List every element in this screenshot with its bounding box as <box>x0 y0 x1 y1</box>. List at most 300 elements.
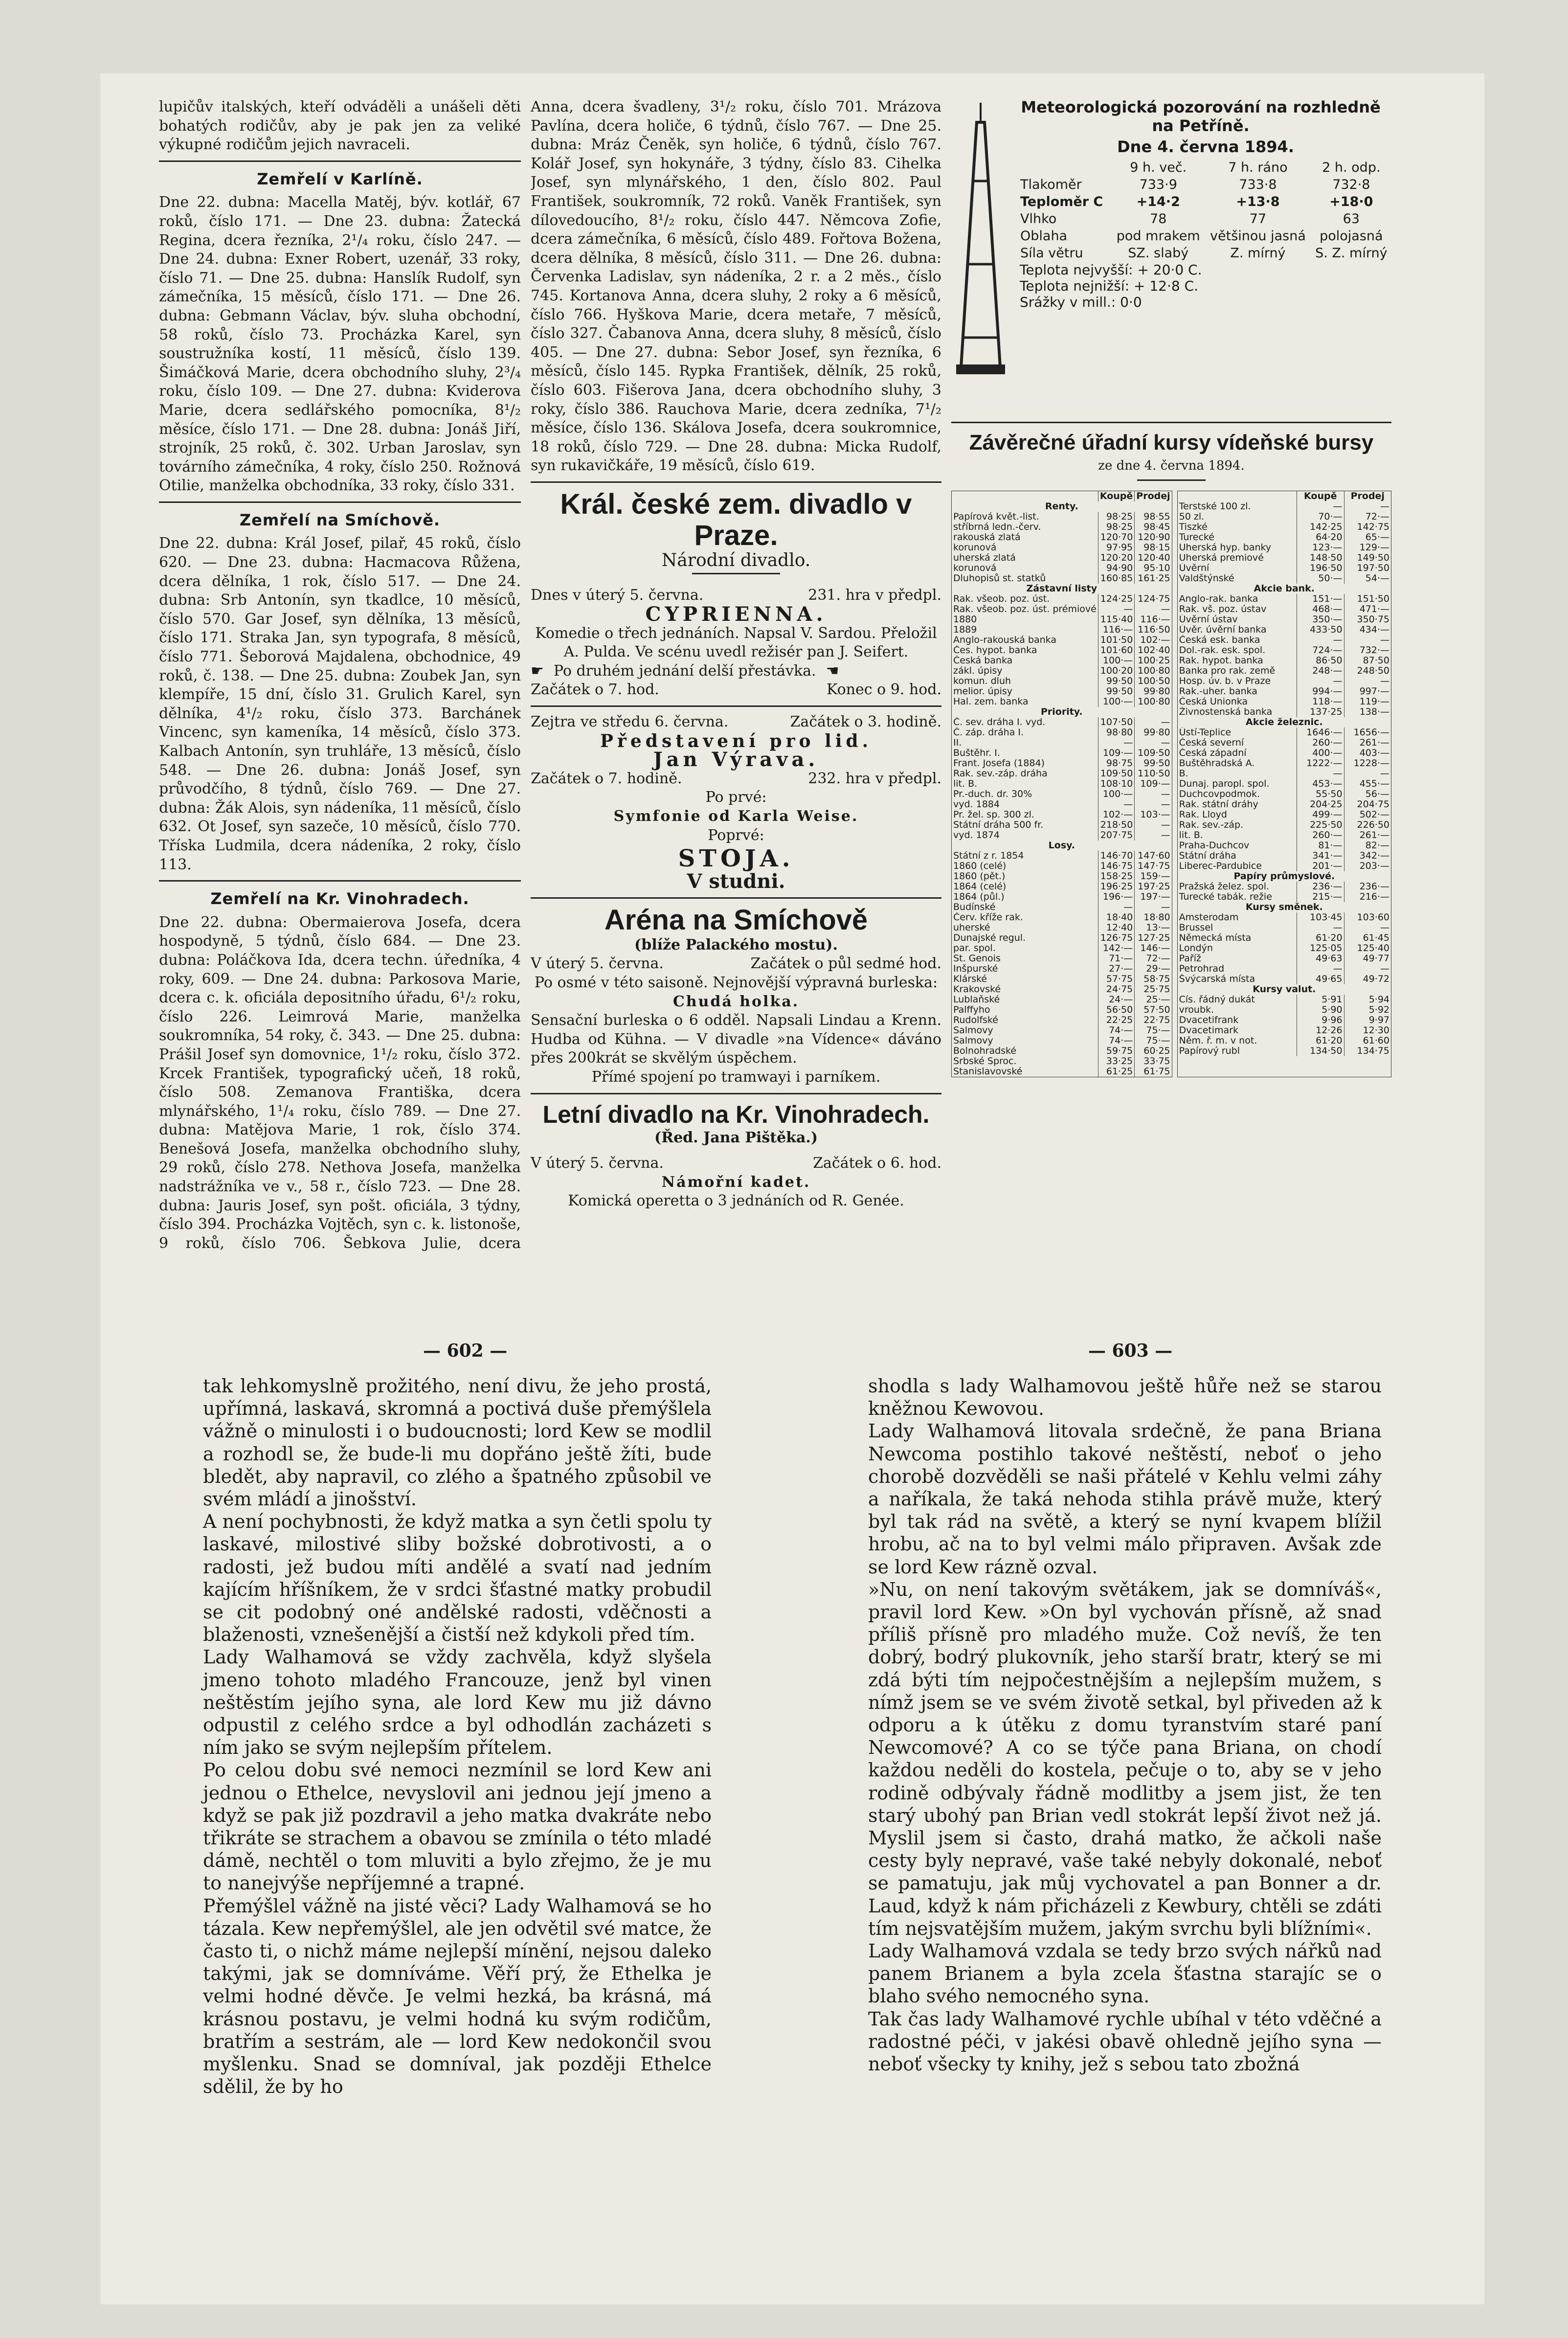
market-section-heading: Zástavní listy <box>1026 583 1098 594</box>
sell-price: — <box>1344 676 1391 686</box>
hand-pointer-icon: ☚ <box>826 662 839 680</box>
sell-price: 147·75 <box>1135 861 1172 871</box>
market-row <box>1178 625 1391 635</box>
security-name: 1860 (celé) <box>953 861 1007 871</box>
security-name: Živnostenská banka <box>1179 706 1273 717</box>
buy-price: 120·20 <box>1098 553 1134 563</box>
buy-price: 101·50 <box>1098 635 1134 645</box>
newspaper-sheet <box>100 73 1484 2304</box>
market-row <box>952 871 1172 882</box>
sell-price: 434·— <box>1344 625 1391 635</box>
vinohrady-text: Dne 22. dubna: Obermaierova Josefa, dcera hospodyně, 5 týdnů, číslo 684. — Dne 23. dubna: Poláčkova Ida, dcera techn. úředníka, 4 roky, 609. — Dne 24. dubna: Parkosova Marie, dcera c. k. oficiála depositního úřadu, 6¹/₂ roku, číslo 226. Leimrová Marie, manželka soukromníka, 54 roky, č. 343. — Dne 25. dubna: Prášil Josef syn domovnice, 1¹/₂ roku, číslo 372. Krcek František, typografický učeň, 18 roků, číslo 508. Zemanova Františka, dcera mlynářského, 1¹/₄ roku, číslo 789. — Dne 27. dubna: Matějova Marie, 1 rok, číslo 374. Benešová Josefa, manželka obchodního sluhy, 29 roků, číslo 278. Nethova Josefa, manželka nadstrážníka ve v., 58 r., číslo 723. — Dne 28. dubna: Jauris Josef, syn pošt. oficiála, 3 týdny, číslo 394. Procházka Vojtěch, syn c. k. listonoše, 9 roků, číslo 706. Šebkova Julie, dcera <box>159 913 521 1252</box>
market-row <box>952 727 1172 738</box>
market-row <box>1178 656 1391 666</box>
bursa-title: Závěrečné úřadní kursy vídeňské bursy <box>969 431 1374 454</box>
buy-price: 108·10 <box>1098 779 1134 789</box>
market-row <box>1178 543 1391 553</box>
sell-price: 56·— <box>1344 789 1391 799</box>
market-row <box>952 573 1172 584</box>
buy-price: 350·— <box>1297 614 1344 625</box>
sell-price: 138·— <box>1344 707 1391 717</box>
divider <box>531 705 941 707</box>
buy-price: — <box>1297 923 1344 933</box>
security-name: komun. dluh <box>953 676 1011 686</box>
sell-price: 18·80 <box>1135 912 1172 923</box>
meteo-value: S. Z. mírný <box>1315 246 1388 261</box>
security-name: 1864 (celé) <box>953 881 1007 892</box>
market-row <box>1178 594 1391 604</box>
security-name: Úvěr. úvěrní banka <box>1179 624 1267 635</box>
security-name: Úvěrní ústav <box>1179 614 1238 625</box>
meteo-col: 9 h. več. <box>1130 160 1187 175</box>
buy-price: 126·75 <box>1098 933 1134 943</box>
meteo-block <box>951 98 1391 416</box>
sell-price: 87·50 <box>1344 656 1391 666</box>
market-row <box>952 964 1172 974</box>
market-row <box>1178 810 1391 820</box>
market-row <box>952 666 1172 676</box>
security-name: Valdštýnské <box>1179 573 1234 584</box>
security-name: Švýcarská místa <box>1179 974 1255 984</box>
security-name: Rak. státní dráhy <box>1179 799 1258 810</box>
sell-header: Prodej <box>1135 491 1172 501</box>
market-row <box>1178 553 1391 563</box>
meteo-value: +13·8 <box>1236 194 1280 209</box>
buy-price: 124·25 <box>1098 594 1134 604</box>
sell-price: 99·80 <box>1135 686 1172 697</box>
sell-price: 5·94 <box>1344 995 1391 1005</box>
buy-price: 59·75 <box>1098 1046 1134 1056</box>
buy-price: 33·25 <box>1098 1056 1134 1067</box>
market-row <box>952 645 1172 656</box>
letni-description: Komická operetta o 3 jednáních od R. Genée. <box>568 1192 904 1210</box>
letni-date: V úterý 5. června. <box>531 1155 664 1172</box>
meteo-value: 733·8 <box>1239 177 1277 192</box>
market-row <box>952 923 1172 933</box>
security-name: Česká banka <box>953 655 1013 666</box>
sell-price: 49·77 <box>1344 953 1391 964</box>
sell-price: — <box>1344 923 1391 933</box>
security-name: Duchcovpodmok. <box>1179 789 1260 799</box>
sell-price: 997·— <box>1344 686 1391 697</box>
sell-price: 61·75 <box>1135 1067 1172 1077</box>
market-row <box>1178 635 1391 645</box>
market-row <box>952 953 1172 964</box>
market-row <box>952 532 1172 543</box>
t3-subscription: 232. hra v předpl. <box>808 770 941 787</box>
divider <box>531 1093 941 1094</box>
security-name: Brussel <box>1179 922 1213 933</box>
paragraph: Lady Walhamová se vždy zachvěla, když slyšela jmeno tohoto mladého Francouze, jenž byl vinen neštěstím jejího syna, ale lord Kew mu již dávno odpustil z celého srdce a byl odhodlán zacházeti s ním jako se svým nejlepším přítelem. <box>203 1646 712 1759</box>
sell-header: Prodej <box>1344 491 1391 501</box>
buy-price: 151·— <box>1297 594 1344 604</box>
sell-price: 100·50 <box>1135 676 1172 686</box>
letni-subtitle: (Řed. Jana Pištěka.) <box>654 1129 818 1146</box>
buy-price: 12·26 <box>1297 1025 1344 1036</box>
paragraph: »Nu, on není takovým světákem, jak se domníváš«, pravil lord Kew. »On byl vychován přísně, až snad příliš přísně pro mladého muže. Což nevíš, že ten dobrý, bodrý plukovník, jeho starší bratr, který se mi zdá býti tím nejpočestnějším a nejlepším mužem, s nímž jsem se ve svém životě setkal, byl přiveden až k odporu a k útěku z domu tyranstvím staré paní Newcomové? A co se týče pana Briana, on chodí každou neděli do kostela, pečuje o to, aby se v jeho rodině odbývaly řádně modlitby a jsem jist, že ten starý ubohý pan Brian vedl stokrát lepší život než já. Myslil jsem si často, drahá matko, že ačkoli naše cesty byly nepravé, vaše také nebyly dokonalé, neboť se pamatuju, jak můj vychovatel a pan Bonner a dr. Laud, když k nám přicházeli z Kewbury, chtěli se zdáti tím nejsvatějším mužem, jakým svrchu byli blížními«. <box>868 1578 1382 1939</box>
market-row <box>1178 501 1391 512</box>
sell-price: 197·— <box>1135 892 1172 902</box>
security-name: Rak. všeob. poz. úst. <box>953 593 1050 604</box>
sell-price: 9·97 <box>1344 1015 1391 1025</box>
security-name: Anglo-rakouská banka <box>953 635 1056 645</box>
buy-price: 9·96 <box>1297 1015 1344 1025</box>
buy-price: 101·60 <box>1098 645 1134 656</box>
buy-price: 116·— <box>1098 625 1134 635</box>
buy-price: 24·75 <box>1098 984 1134 995</box>
page-number-603: — 603 — <box>1088 1340 1173 1361</box>
security-name: par. spol. <box>953 943 996 953</box>
security-name: Česká severní <box>1179 737 1244 748</box>
meteo-table <box>1020 159 1391 262</box>
buy-price: 236·— <box>1297 882 1344 892</box>
market-row <box>952 1015 1172 1025</box>
market-section-heading: Renty. <box>1045 501 1078 512</box>
market-row <box>1178 686 1391 697</box>
market-row <box>952 1046 1172 1056</box>
letni-start: Začátek o 6. hod. <box>813 1155 941 1172</box>
sell-price: 109·50 <box>1135 748 1172 758</box>
market-row <box>1178 666 1391 676</box>
sell-price: 502·— <box>1344 810 1391 820</box>
market-row <box>952 543 1172 553</box>
market-row <box>952 635 1172 645</box>
security-name: Londýn <box>1179 943 1213 953</box>
sell-price: 22·75 <box>1135 1015 1172 1025</box>
security-name: Uherská hyp. banky <box>1179 542 1272 553</box>
market-row <box>952 974 1172 984</box>
smichov-text: Dne 22. dubna: Král Josef, pilař, 45 roků, číslo 620. — Dne 23. dubna: Hacmacova Růžena, dcera dělníka, 1 rok, číslo 517. — Dne 24. dubna: Srb Antonín, syn tkadlce, 10 měsíců, číslo 570. Gar Josef, syn dělníka, 13 měsíců, číslo 171. Straka Jan, syn typografa, 8 měsíců, číslo 771. Šeborová Majdalena, obchodnice, 49 roků, č. 138. — Dne 25. dubna: Zoubek Jan, syn klempíře, 15 dní, číslo 31. Grulich Karel, syn dělníka, 4¹/₂ roku, číslo 373. Barchánek Vincenc, syn kameníka, 14 měsíců, číslo 373. Kalbach Antonín, syn truhláře, 13 měsíců, číslo 548. — Dne 26. dubna: Jonáš Josef, syn průvodčího, 8 týdnů, číslo 769. — Dne 27. dubna: Žák Alois, syn nádeníka, 11 měsíců, číslo 632. Ot Josef, syn sazeče, 10 měsíců, číslo 770. Tříska Ludmila, dcera nádeníka, 2 roky, číslo 113. <box>159 535 521 873</box>
security-name: Č. sev. dráha I. vyd. <box>953 717 1046 727</box>
theatre-title: Král. české zem. divadlo v Praze. <box>560 488 912 551</box>
market-row <box>1178 727 1391 738</box>
security-name: Česká esk. banka <box>1179 635 1260 645</box>
market-row <box>952 748 1172 758</box>
market-row <box>1178 923 1391 933</box>
sell-price: 75·— <box>1135 1025 1172 1036</box>
sell-price: 72·— <box>1135 953 1172 964</box>
divider <box>159 880 521 882</box>
sell-price: 102·40 <box>1135 645 1172 656</box>
buy-price: 81·— <box>1297 840 1344 851</box>
sell-price: 12·30 <box>1344 1025 1391 1036</box>
sell-price: 33·75 <box>1135 1056 1172 1067</box>
buy-price: 57·75 <box>1098 974 1134 984</box>
market-row <box>1178 748 1391 758</box>
market-row <box>952 820 1172 830</box>
buy-price: 724·— <box>1297 645 1344 656</box>
buy-price: 5·90 <box>1297 1005 1344 1015</box>
sell-price: 261·— <box>1344 830 1391 840</box>
market-row <box>1178 995 1391 1005</box>
security-name: Petrohrad <box>1179 963 1225 974</box>
buy-price: 94·90 <box>1098 563 1134 573</box>
meteo-value: polojasná <box>1320 228 1383 244</box>
buy-price: 125·05 <box>1297 943 1344 953</box>
market-row <box>952 604 1172 614</box>
buy-price: 248·— <box>1297 666 1344 676</box>
security-name: vyd. 1874 <box>953 830 1000 840</box>
sell-price: 216·— <box>1344 892 1391 902</box>
column-1 <box>159 98 521 1252</box>
security-name: Amsterodam <box>1179 912 1239 923</box>
market-row <box>1178 933 1391 943</box>
sell-price: 197·50 <box>1344 563 1391 573</box>
security-name: vroubk. <box>1179 1004 1214 1015</box>
sell-price: 75·— <box>1135 1036 1172 1046</box>
buy-price: 148·50 <box>1297 553 1344 563</box>
sell-price: 147·60 <box>1135 851 1172 861</box>
market-row <box>1178 697 1391 707</box>
security-name: korunová <box>953 563 997 573</box>
buy-price: — <box>1098 604 1134 614</box>
sell-price: 261·— <box>1344 738 1391 748</box>
market-row <box>952 676 1172 686</box>
buy-price: 49·65 <box>1297 974 1344 984</box>
buy-price: 56·50 <box>1098 1005 1134 1015</box>
market-row <box>1178 892 1391 902</box>
buy-price: 98·25 <box>1098 512 1134 522</box>
arena-date: V úterý 5. června. <box>531 955 664 973</box>
security-name: Anglo-rak. banka <box>1179 593 1258 604</box>
buy-price: — <box>1098 799 1134 810</box>
sell-price: 99·50 <box>1135 758 1172 769</box>
arena-text: Po osmé v této saisoně. Nejnovější výpravná burleska: <box>534 974 938 991</box>
karlin-heading: Zemřelí v Karlíně. <box>257 169 423 188</box>
col2-death-text: Anna, dcera švadleny, 3¹/₂ roku, číslo 701. Mrázova Pavlína, dcera holiče, 6 týdnů, číslo 767. — Dne 25. dubna: Mráz Čeněk, syn holiče, 6 týdnů, číslo 767. Kolář Josef, syn hokynáře, 3 týdny, číslo 83. Cihelka Josef, syn mlynářského, 1 den, číslo 802. Paul František, soukromník, 72 roků. Vaněk František, syn dílovedoucího, 8¹/₂ roku, číslo 447. Němcova Zofie, dcera zámečníka, 6 měsíců, číslo 489. Fořtova Božena, dcera dělníka, 8 měsíců, číslo 311. — Dne 26. dubna: Červenka Ladislav, syn nádeníka, 2 r. a 2 měs., číslo 745. Kortanova Anna, dcera sluhy, 2 roky a 6 měsíců, číslo 766. Hyškova Marie, dcera metaře, 7 měsíců, číslo 327. Čabanova Anna, dcera sluhy, 8 měsíců, číslo 405. — Dne 27. dubna: Sebor Josef, syn řezníka, 6 měsíců, číslo 145. Rypka František, dělník, 25 roků, číslo 603. Fišerova Jana, dcera obchodního sluhy, 3 roky, číslo 386. Rauchova Marie, dcera zedníka, 7¹/₂ měsíce, číslo 136. Skálova Josefa, dcera soukromnice, 18 roků, číslo 729. — Dne 28. dubna: Micka Rudolf, syn rukavičkáře, 19 měsíců, číslo 619. <box>531 98 941 475</box>
meteo-value: SZ. slabý <box>1128 246 1189 261</box>
security-name: Pr. žel. sp. 300 zl. <box>953 809 1034 820</box>
t3-play: STOJA. <box>678 845 794 873</box>
buy-price: 123·— <box>1297 543 1344 553</box>
sell-price: 197·25 <box>1135 882 1172 892</box>
buy-price: — <box>1098 902 1134 912</box>
buy-price: 994·— <box>1297 686 1344 697</box>
sell-price: 119·— <box>1344 697 1391 707</box>
divider <box>531 481 941 483</box>
market-row <box>952 1056 1172 1067</box>
sell-price: 102·— <box>1135 635 1172 645</box>
buy-price: 160·85 <box>1098 573 1134 584</box>
meteo-rain: Srážky v mill.: 0·0 <box>1020 294 1142 310</box>
security-name: Dvacetifrank <box>1179 1015 1239 1025</box>
buy-price: 74·— <box>1098 1025 1134 1036</box>
market-row <box>952 512 1172 522</box>
market-section-heading: Akcie bank. <box>1254 583 1315 594</box>
karlin-text: Dne 22. dubna: Macella Matěj, býv. kotlář, 67 roků, číslo 171. — Dne 23. dubna: Žatecká Regina, dcera řezníka, 2¹/₄ roku, číslo 247. — Dne 24. dubna: Exner Robert, uzenář, 33 roky, číslo 71. — Dne 25. dubna: Hanslík Rudolf, syn zámečníka, 15 měsíců, číslo 171. — Dne 26. dubna: Gebmann Václav, býv. sluha obchodní, 58 roků, číslo 73. Procházka Karel, syn soustružníka kostí, 11 měsíců, číslo 139. Šimáčková Marie, dcera obchodního sluhy, 2³/₄ roku, číslo 109. — Dne 27. dubna: Kviderova Marie, dcera sedlářského pomocníka, 8¹/₂ měsíce, číslo 171. — Dne 28. dubna: Jonáš Jiří, strojník, 25 roků, č. 302. Urban Jaroslav, syn továrního zámečníka, 4 roky, číslo 250. Rožnová Otilie, manželka obchodníka, 33 roky, číslo 331. <box>159 194 521 495</box>
security-name: Něm. ř. m. v not. <box>1179 1035 1257 1046</box>
security-name: Stanislavovské <box>953 1066 1023 1077</box>
buy-price: 204·25 <box>1297 799 1344 810</box>
buy-price: 98·75 <box>1098 758 1134 769</box>
security-name: Rak. vš. poz. ústav <box>1179 604 1267 614</box>
market-row <box>1178 512 1391 522</box>
market-row <box>1178 789 1391 799</box>
security-name: Krakovské <box>953 984 1001 995</box>
security-name: Ústí-Teplice <box>1179 727 1232 738</box>
page-number-602: — 602 — <box>423 1340 508 1361</box>
meteo-value: 732·8 <box>1332 177 1370 192</box>
security-name: melior. úpisy <box>953 686 1013 697</box>
buy-price: 146·70 <box>1098 851 1134 861</box>
buy-price: 5·91 <box>1297 995 1344 1005</box>
sell-price: 54·— <box>1344 573 1391 584</box>
security-name: Hal. zem. banka <box>953 696 1029 707</box>
market-row <box>952 882 1172 892</box>
security-name: Německá místa <box>1179 932 1252 943</box>
buy-header: Koupě <box>1098 491 1134 501</box>
t2-date: Zejtra ve středu 6. června. <box>531 713 729 731</box>
sell-price: 127·25 <box>1135 933 1172 943</box>
buy-price: 50·— <box>1297 573 1344 584</box>
sell-price: 120·40 <box>1135 553 1172 563</box>
paragraph: Lady Walhamová litovala srdečně, že pana Briana Newcoma postihlo takové neštěstí, neboť o jeho chorobě dozvěděli se naši přátelé v Kehlu velmi záhy a naříkala, že taká nehoda stihla právě muže, který byl tak rád na světě, a který se nyní kvapem blížil hrobu, ač na to byl velmi málo připraven. Avšak zde se lord Kew rázně ozval. <box>868 1420 1382 1578</box>
market-row <box>1178 851 1391 861</box>
meteo-label: Oblaha <box>1020 228 1068 244</box>
security-name: Banka pro rak. země <box>1179 665 1276 676</box>
market-row <box>1178 964 1391 974</box>
market-row <box>1178 769 1391 779</box>
sell-price: 120·90 <box>1135 532 1172 543</box>
security-name: Terstské 100 zl. <box>1179 501 1251 512</box>
market-row <box>1178 840 1391 851</box>
sell-price: 57·50 <box>1135 1005 1172 1015</box>
security-name: Dunajské regul. <box>953 932 1026 943</box>
sell-price: — <box>1135 789 1172 799</box>
bursa-left-table <box>951 491 1172 1077</box>
market-row <box>952 933 1172 943</box>
buy-price: 134·50 <box>1297 1046 1344 1056</box>
security-name: zákl. úpisy <box>953 665 1003 676</box>
market-table <box>1178 491 1391 1056</box>
market-section-heading: Kursy valut. <box>1253 984 1316 995</box>
sell-price: 159·— <box>1135 871 1172 882</box>
sell-price: 98·55 <box>1135 512 1172 522</box>
security-name: Č. záp. dráha I. <box>953 727 1024 738</box>
meteo-value: +14·2 <box>1136 194 1180 209</box>
arena-subtitle: (blíže Palackého mostu). <box>634 936 838 953</box>
buy-price: 201·— <box>1297 861 1344 871</box>
buy-price: 64·20 <box>1297 532 1344 543</box>
buy-price: 70·— <box>1297 512 1344 522</box>
security-name: Paříž <box>1179 953 1201 964</box>
letni-title: Letní divadlo na Kr. Vinohradech. <box>542 1100 930 1128</box>
meteo-tmax: Teplota nejvyšší: + 20·0 C. <box>1020 262 1202 278</box>
meteo-date: Dne 4. června 1894. <box>1117 137 1294 156</box>
security-name: Papírová květ.-list. <box>953 511 1039 522</box>
hand-pointer-icon: ☛ <box>531 662 544 680</box>
market-row <box>952 995 1172 1005</box>
column-2 <box>531 98 941 1252</box>
paragraph: Po celou dobu své nemoci nezmínil se lord Kew ani jednou o Ethelce, nevyslovil ani jednou její jmeno a když se pak již pozdravil a jeho matka dvakráte nebo třikráte se strachem a obavou se zmínila o této mladé dámě, nechtěl o tom mluviti a bylo zřejmo, že je mu to nanejvýše nepříjemné a trapné. <box>203 1759 712 1894</box>
sell-price: 146·— <box>1135 943 1172 953</box>
sell-price: 403·— <box>1344 748 1391 758</box>
market-row <box>1178 522 1391 532</box>
buy-price: 86·50 <box>1297 656 1344 666</box>
market-row <box>1178 799 1391 810</box>
market-row <box>952 789 1172 799</box>
paragraph: tak lehkomyslně prožitého, není divu, že jeho prostá, upřímná, laskavá, skromná a poctivá duše přemýšlela vážně o minulosti i o budoucnosti; lord Kew se modlil a rozhodl se, že bude-li mu dopřáno ještě žíti, bude bledět, aby napravil, co zlého a špatného způsobil ve svém mládí a jinošství. <box>203 1375 712 1510</box>
security-name: Salmovy <box>953 1035 993 1046</box>
market-row <box>952 656 1172 666</box>
buy-price: 1646·— <box>1297 727 1344 738</box>
market-row <box>1178 830 1391 840</box>
buy-price: 98·25 <box>1098 522 1134 532</box>
security-name: Rak. hypot. banka <box>1179 655 1263 666</box>
market-row <box>1178 563 1391 573</box>
market-row <box>1178 953 1391 964</box>
security-name: uherské <box>953 922 990 933</box>
sell-price: 149·50 <box>1344 553 1391 563</box>
buy-price: — <box>1297 964 1344 974</box>
sell-price: 110·50 <box>1135 769 1172 779</box>
market-row <box>952 892 1172 902</box>
buy-price: 215·— <box>1297 892 1344 902</box>
market-row <box>1178 707 1391 717</box>
buy-price: 102·— <box>1098 810 1134 820</box>
security-name: Státní dráha <box>1179 850 1236 861</box>
meteo-label: Vlhko <box>1020 211 1057 227</box>
market-row <box>952 769 1172 779</box>
intro-text: lupičův italských, kteří odváděli a unášeli děti bohatých rodičův, aby je pak jen za veliké výkupné rodičům jejich navraceli. <box>159 98 521 154</box>
market-row <box>1178 912 1391 923</box>
t3-symphony: Symfonie od Karla Weise. <box>613 808 859 825</box>
sell-price: 100·80 <box>1135 697 1172 707</box>
sell-price: 60·25 <box>1135 1046 1172 1056</box>
sell-price: 95·10 <box>1135 563 1172 573</box>
buy-price: 158·25 <box>1098 871 1134 882</box>
market-row <box>952 553 1172 563</box>
sell-price: 471·— <box>1344 604 1391 614</box>
buy-price: 260·— <box>1297 830 1344 840</box>
security-name: Pražská želez. spol. <box>1179 881 1270 892</box>
smichov-heading: Zemřelí na Smíchově. <box>239 510 441 529</box>
market-row <box>952 1025 1172 1036</box>
buy-price: 71·— <box>1098 953 1134 964</box>
buy-price: 99·50 <box>1098 686 1134 697</box>
market-section-heading: Papíry průmyslové. <box>1233 871 1335 882</box>
market-row <box>1178 758 1391 769</box>
buy-price: 260·— <box>1297 738 1344 748</box>
market-row <box>1178 882 1391 892</box>
market-row <box>952 738 1172 748</box>
buy-price: — <box>1297 501 1344 512</box>
security-name: Srbské Sproc. <box>953 1056 1017 1067</box>
buy-price: 22·25 <box>1098 1015 1134 1025</box>
market-row <box>952 594 1172 604</box>
security-name: 50 zl. <box>1179 511 1205 522</box>
market-row <box>1178 645 1391 656</box>
meteo-value: 63 <box>1343 211 1360 227</box>
buy-price: — <box>1297 635 1344 645</box>
arena-description: Sensační burleska o 6 odděl. Napsali Lindau a Krenn. Hudba od Kühna. — V divadle »na Vídence« dáváno přes 200krát se skvělým úspěchem. <box>531 1012 941 1067</box>
market-row <box>952 799 1172 810</box>
market-row <box>1178 820 1391 830</box>
t2-play: Jan Výrava. <box>653 748 819 772</box>
arena-note: Přímé spojení po tramwayi i parníkem. <box>591 1068 881 1086</box>
security-name: lit. B. <box>953 778 978 789</box>
buy-price: 115·40 <box>1098 614 1134 625</box>
security-name: B. <box>1179 768 1188 779</box>
buy-price: 196·50 <box>1297 563 1344 573</box>
buy-price: 61·20 <box>1297 1036 1344 1046</box>
buy-price: 27·— <box>1098 964 1134 974</box>
sell-price: 100·80 <box>1135 666 1172 676</box>
sell-price: 61·60 <box>1344 1036 1391 1046</box>
t2-start: Začátek o 3. hodině. <box>790 713 941 731</box>
security-name: Rudolfské <box>953 1015 998 1025</box>
buy-price: 103·45 <box>1297 912 1344 923</box>
